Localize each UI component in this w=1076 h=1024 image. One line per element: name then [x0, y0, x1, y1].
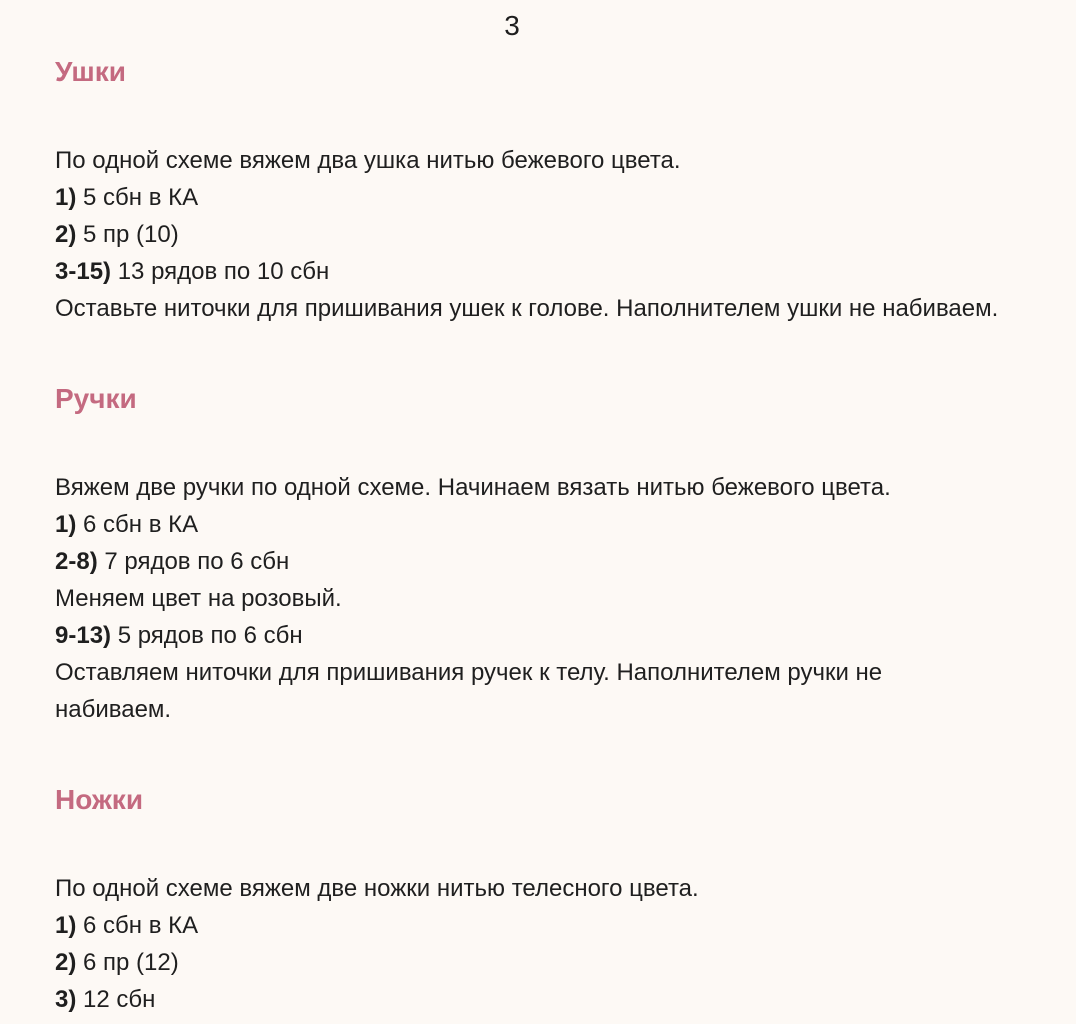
ears-note: Оставьте ниточки для пришивания ушек к голове. Наполнителем ушки не набиваем.: [55, 295, 999, 322]
step-number: 2): [55, 221, 77, 248]
section-title-ears: Ушки: [55, 56, 126, 87]
section-ears: [55, 54, 1000, 327]
step-number: 1): [55, 511, 77, 538]
ears-step-3: [55, 253, 1000, 290]
step-text: 5 рядов по 6 сбн: [111, 622, 303, 649]
legs-step-2: [55, 944, 1000, 981]
step-text: 5 сбн в КА: [76, 184, 199, 211]
step-number: 3-15): [55, 258, 112, 285]
step-text: 7 рядов по 6 сбн: [97, 548, 290, 575]
step-text: 6 пр (12): [76, 949, 179, 976]
arms-step-1: [55, 506, 1000, 543]
step-text: 6 сбн в КА: [76, 511, 199, 538]
step-text: 5 пр (10): [76, 221, 179, 248]
step-text: 12 сбн: [76, 986, 156, 1013]
section-title-arms: Ручки: [55, 383, 137, 414]
step-number: 9-13): [55, 622, 112, 649]
legs-intro: По одной схеме вяжем две ножки нитью телесного цвета.: [55, 875, 699, 902]
page-number: 3: [504, 10, 520, 41]
legs-step-3: [55, 981, 1000, 1018]
arms-note: Оставляем ниточки для пришивания ручек к телу. Наполнителем ручки не набиваем.: [55, 659, 883, 723]
step-text: 6 сбн в КА: [76, 912, 199, 939]
legs-step-1: [55, 907, 1000, 944]
section-legs: [55, 782, 1000, 1018]
section-title-legs: Ножки: [55, 784, 144, 815]
arms-step-2: [55, 543, 1000, 580]
step-number: 2): [55, 949, 77, 976]
arms-step-3: [55, 617, 1000, 654]
arms-color-change: Меняем цвет на розовый.: [55, 585, 342, 612]
step-number: 1): [55, 912, 77, 939]
section-arms: [55, 381, 1000, 728]
ears-step-1: [55, 179, 1000, 216]
step-number: 3): [55, 986, 77, 1013]
ears-intro: По одной схеме вяжем два ушка нитью бежевого цвета.: [55, 147, 681, 174]
step-number: 2-8): [55, 548, 98, 575]
ears-step-2: [55, 216, 1000, 253]
step-number: 1): [55, 184, 77, 211]
step-text: 13 рядов по 10 сбн: [111, 258, 330, 285]
arms-intro: Вяжем две ручки по одной схеме. Начинаем вязать нитью бежевого цвета.: [55, 474, 891, 501]
